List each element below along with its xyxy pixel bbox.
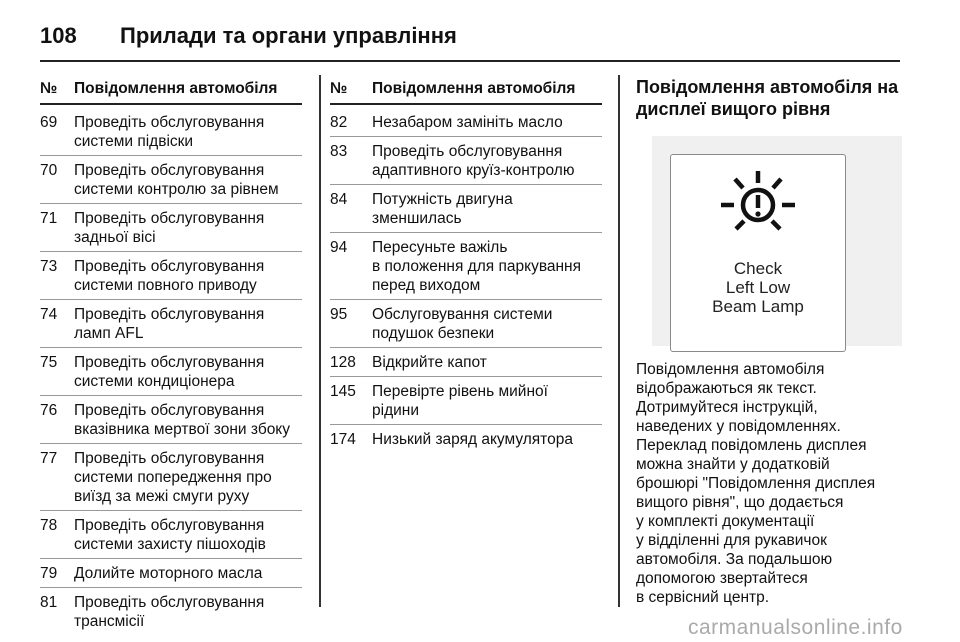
message-text-line: Долийте моторного масла (74, 565, 263, 582)
message-text (74, 449, 302, 506)
message-text-line: зменшилась (372, 210, 462, 227)
table-row (40, 305, 302, 343)
message-text-line: Проведіть обслуговування (74, 114, 265, 131)
section-title (636, 76, 904, 120)
display-text-line: Left Low (725, 278, 791, 297)
message-text-line: системи підвіски (74, 133, 194, 150)
table-row (40, 564, 302, 583)
message-text (372, 305, 602, 343)
exterior-light-warning-icon (719, 169, 797, 231)
driver-info-display (670, 154, 846, 352)
paragraph-line: Повідомлення автомобіля (636, 361, 825, 378)
message-text (74, 305, 302, 343)
message-text-line: вказівника мертвої зони збоку (74, 421, 291, 438)
message-table-left (40, 80, 302, 631)
page-title: Прилади та органи управління (120, 23, 457, 48)
display-text-line: Beam Lamp (712, 297, 804, 316)
message-number: 78 (40, 517, 58, 534)
table-row (40, 161, 302, 199)
message-text (372, 190, 602, 228)
message-text-line: Проведіть обслуговування (74, 517, 265, 534)
table-row (40, 593, 302, 631)
table-header (40, 80, 302, 105)
message-number: 79 (40, 565, 58, 582)
table-body (330, 113, 602, 449)
message-text-line: Проведіть обслуговування (74, 450, 265, 467)
row-divider (40, 510, 302, 511)
message-text (74, 401, 302, 439)
paragraph-line: Переклад повідомлень дисплея (636, 437, 867, 454)
page-header (40, 14, 900, 58)
display-illustration (652, 136, 902, 346)
message-text-line: ламп AFL (74, 325, 144, 342)
message-text-line: системи кондиціонера (74, 373, 235, 390)
message-text-line: Проведіть обслуговування (74, 306, 265, 323)
message-text-line: Пересуньте важіль (372, 239, 508, 256)
table-row (330, 113, 602, 132)
display-message-text (671, 259, 845, 316)
col-number-header: № (40, 80, 58, 97)
message-text-line: перед виходом (372, 277, 481, 294)
table-row (40, 209, 302, 247)
message-text (74, 353, 302, 391)
table-body (40, 113, 302, 631)
col-number-header: № (330, 80, 348, 97)
section-title-line: дисплеї вищого рівня (636, 99, 831, 119)
row-divider (330, 376, 602, 377)
message-number: 145 (330, 383, 356, 400)
message-number: 174 (330, 431, 356, 448)
message-number: 71 (40, 210, 58, 227)
message-text-line: Перевірте рівень мийної (372, 383, 548, 400)
message-text-line: Низький заряд акумулятора (372, 431, 573, 448)
message-text-line: рідини (372, 402, 419, 419)
table-row (40, 113, 302, 151)
row-divider (40, 558, 302, 559)
table-row (330, 430, 602, 449)
row-divider (330, 299, 602, 300)
paragraph-line: можна знайти у додатковій (636, 456, 830, 473)
section-display-messages (636, 76, 904, 607)
message-text (74, 516, 302, 554)
message-text-line: системи повного приводу (74, 277, 257, 294)
message-number: 77 (40, 450, 58, 467)
row-divider (40, 347, 302, 348)
row-divider (330, 424, 602, 425)
message-text-line: Проведіть обслуговування (74, 354, 265, 371)
message-text-line: Незабаром замініть масло (372, 114, 563, 131)
message-number: 76 (40, 402, 58, 419)
row-divider (40, 155, 302, 156)
message-text-line: задньої вісі (74, 229, 156, 246)
message-text (74, 257, 302, 295)
table-row (40, 449, 302, 506)
watermark: carmanualsonline.info (688, 616, 903, 639)
message-number: 84 (330, 191, 348, 208)
message-number: 73 (40, 258, 58, 275)
message-text (372, 430, 602, 449)
column-divider (319, 75, 321, 607)
message-text (74, 209, 302, 247)
message-text-line: Проведіть обслуговування (74, 162, 265, 179)
message-text (74, 161, 302, 199)
table-row (330, 353, 602, 372)
table-row (40, 516, 302, 554)
row-divider (40, 203, 302, 204)
col-message-header: Повідомлення автомобіля (74, 80, 278, 97)
message-number: 82 (330, 114, 348, 131)
col-message-header: Повідомлення автомобіля (372, 80, 576, 97)
message-text (372, 142, 602, 180)
message-number: 74 (40, 306, 58, 323)
row-divider (330, 136, 602, 137)
row-divider (330, 347, 602, 348)
message-text-line: подушок безпеки (372, 325, 495, 342)
header-divider (40, 60, 900, 62)
message-text-line: адаптивного круїз-контролю (372, 162, 575, 179)
message-text-line: системи захисту пішоходів (74, 536, 266, 553)
paragraph-line: в сервісний центр. (636, 589, 770, 606)
table-row (330, 305, 602, 343)
row-divider (40, 587, 302, 588)
message-text (372, 382, 602, 420)
message-table-right (330, 80, 602, 449)
table-row (40, 353, 302, 391)
row-divider (40, 395, 302, 396)
paragraph-line: відображаються як текст. (636, 380, 817, 397)
row-divider (330, 184, 602, 185)
row-divider (40, 251, 302, 252)
paragraph-line: Дотримуйтеся інструкцій, (636, 399, 818, 416)
message-number: 75 (40, 354, 58, 371)
paragraph-line: у відділенні для рукавичок (636, 532, 827, 549)
message-text-line: Обслуговування системи (372, 306, 553, 323)
message-text-line: Проведіть обслуговування (372, 143, 563, 160)
paragraph-line: брошюрі "Повідомлення дисплея (636, 475, 876, 492)
message-text-line: Проведіть обслуговування (74, 594, 265, 611)
paragraph-line: наведених у повідомленнях. (636, 418, 841, 435)
paragraph-line: автомобіля. За подальшою (636, 551, 833, 568)
message-text-line: системи попередження про (74, 469, 272, 486)
row-divider (40, 299, 302, 300)
row-divider (40, 443, 302, 444)
message-text-line: в положення для паркування (372, 258, 582, 275)
message-text (74, 113, 302, 151)
table-row (330, 238, 602, 295)
message-number: 95 (330, 306, 348, 323)
message-text-line: системи контролю за рівнем (74, 181, 279, 198)
table-row (40, 257, 302, 295)
page-number: 108 (40, 23, 77, 48)
table-header (330, 80, 602, 105)
message-text (372, 353, 602, 372)
section-title-line: Повідомлення автомобіля на (636, 77, 899, 97)
message-text-line: Проведіть обслуговування (74, 210, 265, 227)
message-text-line: Потужність двигуна (372, 191, 513, 208)
display-text-line: Check (733, 259, 783, 278)
message-text (372, 238, 602, 295)
message-text (74, 564, 302, 583)
message-number: 128 (330, 354, 356, 371)
section-paragraph (636, 360, 904, 607)
message-text-line: Проведіть обслуговування (74, 258, 265, 275)
paragraph-line: у комплекті документації (636, 513, 815, 530)
table-row (330, 190, 602, 228)
table-row (40, 401, 302, 439)
row-divider (330, 232, 602, 233)
message-text-line: виїзд за межі смуги руху (74, 488, 250, 505)
paragraph-line: вищого рівня", що додається (636, 494, 844, 511)
message-text-line: трансмісії (74, 613, 145, 630)
message-text-line: Проведіть обслуговування (74, 402, 265, 419)
message-number: 81 (40, 594, 58, 611)
column-divider (618, 75, 620, 607)
message-text-line: Відкрийте капот (372, 354, 487, 371)
message-text (372, 113, 602, 132)
message-number: 83 (330, 143, 348, 160)
message-number: 69 (40, 114, 58, 131)
message-text (74, 593, 302, 631)
message-number: 70 (40, 162, 58, 179)
message-number: 94 (330, 239, 348, 256)
paragraph-line: допомогою звертайтеся (636, 570, 808, 587)
table-row (330, 142, 602, 180)
table-row (330, 382, 602, 420)
